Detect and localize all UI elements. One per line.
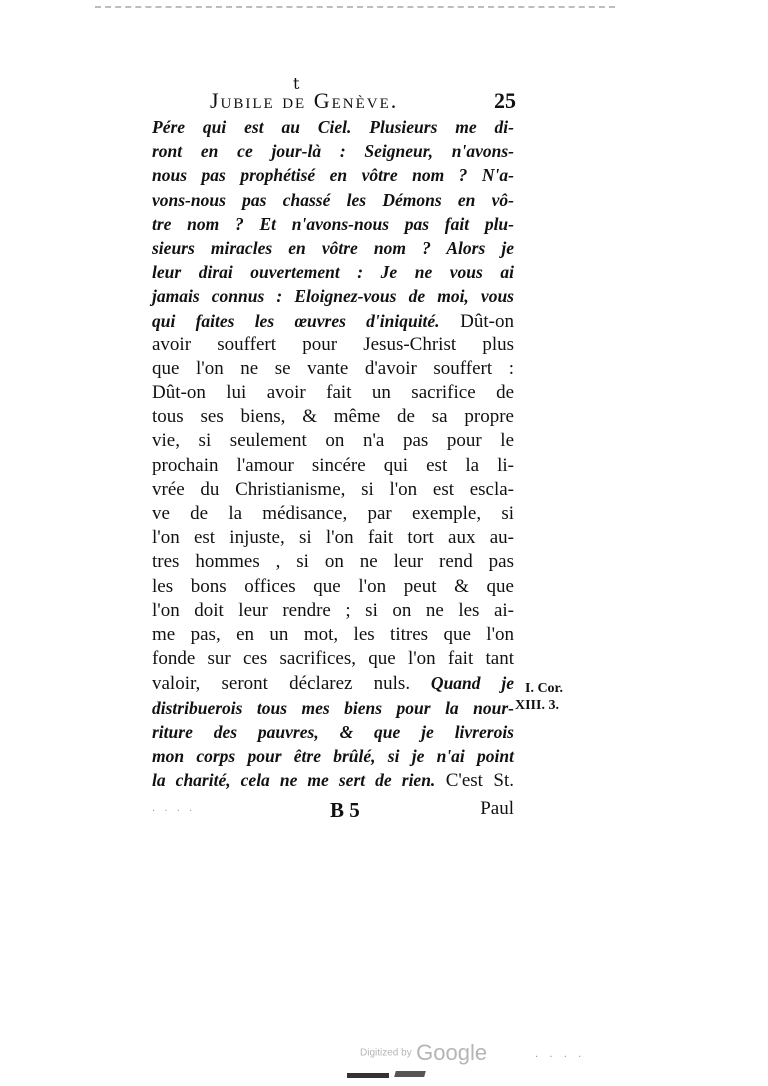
page-number: 25 bbox=[494, 88, 516, 113]
signature-mark: B 5 bbox=[330, 798, 360, 822]
text-line: l'on doit leur rendre ; si on ne les ai- bbox=[152, 599, 514, 621]
text-line bbox=[152, 309, 514, 333]
text-line: nous pas prophétisé en vôtre nom ? N'a- bbox=[152, 165, 514, 186]
scan-artifact-rule bbox=[95, 6, 615, 10]
text-line: tres hommes , si on ne leur rend pas bbox=[152, 551, 514, 573]
page-footer bbox=[152, 798, 514, 826]
text-line: Dût-on lui avoir fait un sacrifice de bbox=[152, 382, 514, 404]
library-stamp bbox=[347, 1070, 429, 1080]
text-line-roman-part: C'est St. bbox=[435, 770, 514, 792]
margin-reference bbox=[515, 680, 595, 714]
body-text bbox=[152, 115, 514, 792]
text-line: avoir souffert pour Jesus-Christ plus bbox=[152, 333, 514, 355]
text-line: riture des pauvres, & que je livrerois bbox=[152, 721, 514, 742]
library-stamp-mark bbox=[347, 1073, 389, 1078]
digitization-watermark bbox=[360, 1040, 487, 1066]
scan-artifact-dots: · · · · bbox=[152, 806, 196, 817]
text-line-roman-part: Dût-on bbox=[439, 310, 515, 332]
text-line: vie, si seulement on n'a pas pour le bbox=[152, 430, 514, 452]
text-line: prochain l'amour sincére qui est la li- bbox=[152, 454, 514, 476]
margin-reference-book: I. Cor. bbox=[525, 681, 563, 696]
text-line-italic-part: Quand je bbox=[410, 673, 515, 694]
text-line: sieurs miracles en vôtre nom ? Alors je bbox=[152, 237, 514, 258]
text-line bbox=[152, 671, 514, 695]
text-line: me pas, en un mot, les titres que l'on bbox=[152, 623, 514, 645]
text-line: ve de la médisance, par exemple, si bbox=[152, 503, 514, 524]
text-line: leur dirai ouvertement : Je ne vous ai bbox=[152, 262, 514, 283]
text-line-italic-part: qui faites les œuvres d'iniquité. bbox=[152, 310, 440, 331]
text-line: l'on est injuste, si l'on fait tort aux au- bbox=[152, 527, 514, 549]
library-stamp-mark bbox=[394, 1071, 426, 1077]
header-accent-mark: t bbox=[293, 74, 300, 93]
text-line: ront en ce jour-là : Seigneur, n'avons- bbox=[152, 141, 514, 162]
text-line: Pére qui est au Ciel. Plusieurs me di- bbox=[152, 117, 514, 137]
catchword: Paul bbox=[480, 798, 514, 819]
text-line: vons-nous pas chassé les Démons en vô- bbox=[152, 189, 514, 210]
text-line: tre nom ? Et n'avons-nous pas fait plu- bbox=[152, 213, 514, 234]
text-line: fonde sur ces sacrifices, que l'on fait tant bbox=[152, 648, 514, 670]
text-line bbox=[152, 768, 514, 792]
running-head: Jubile de Genève. bbox=[210, 88, 399, 113]
text-line: vrée du Christianisme, si l'on est escla- bbox=[152, 478, 514, 500]
text-line: les bons offices que l'on peut & que bbox=[152, 575, 514, 597]
watermark-brand: Google bbox=[416, 1040, 488, 1065]
text-line: mon corps pour être brûlé, si je n'ai point bbox=[152, 745, 514, 766]
watermark-prefix: Digitized by bbox=[360, 1047, 412, 1059]
page-header bbox=[210, 74, 516, 118]
text-line: que l'on ne se vante d'avoir souffert : bbox=[152, 357, 514, 379]
text-line: distribuerois tous mes biens pour la nour- bbox=[152, 697, 514, 718]
scan-artifact-dots-bottom: · · · · bbox=[535, 1052, 586, 1063]
text-line: tous ses biens, & même de sa propre bbox=[152, 406, 514, 428]
text-line-italic-part: la charité, cela ne me sert de rien. bbox=[152, 770, 436, 791]
margin-reference-verse: XIII. 3. bbox=[515, 698, 559, 713]
text-line-roman-part: valoir, seront déclarez nuls. bbox=[152, 673, 411, 695]
text-line: jamais connus : Eloignez-vous de moi, vous bbox=[152, 286, 514, 307]
